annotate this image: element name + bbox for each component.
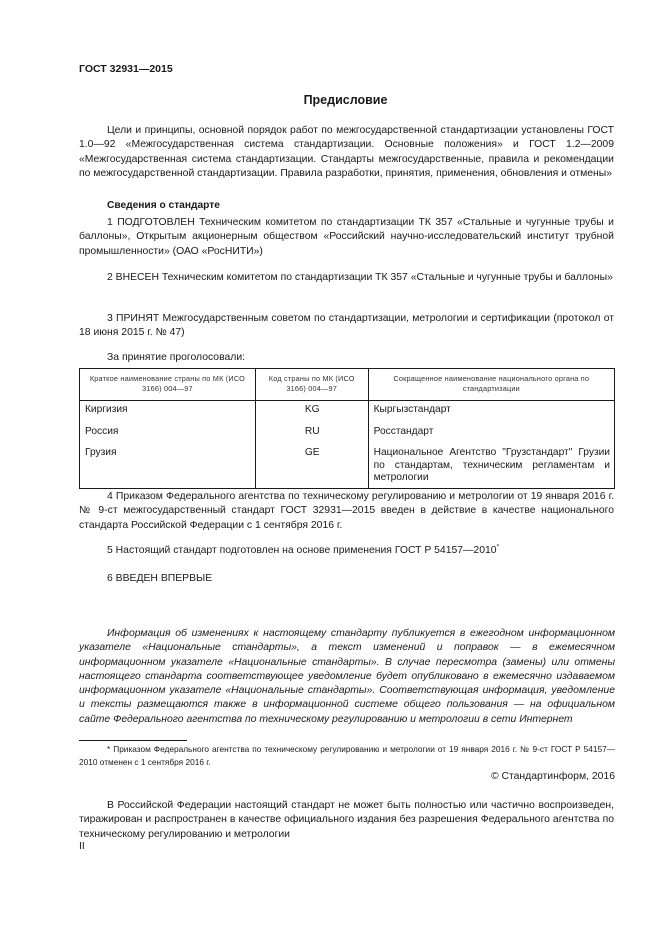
table-row <box>80 401 615 420</box>
footnote-mark: * <box>496 543 500 551</box>
item-enacted: 4 Приказом Федерального агентства по техническому регулированию и метрологии от 19 января 2016 г. № 9-ст межгосударственный стандарт ГОСТ 32931—2015 введен в действие в качестве национального стандарта Российской Федерации с 1 сентября 2016 г. <box>79 491 614 531</box>
document-code-header: ГОСТ 32931—2015 <box>79 63 173 75</box>
vote-table <box>79 368 615 489</box>
rights-notice: В Российской Федерации настоящий стандарт не может быть полностью или частично воспроизведен, тиражирован и распространен в качестве официального издания без разрешения Федерального агентства по техническому регулированию и метрологии <box>79 800 614 840</box>
footnote-mark: * <box>107 744 111 754</box>
copyright-notice: © Стандартинформ, 2016 <box>490 771 615 782</box>
voted-label: За принятие проголосовали: <box>107 352 246 363</box>
footnote-text: Приказом Федерального агентства по техническому регулированию и метрологии от 19 января 2016 г. № 9-ст ГОСТ Р 54157—2010 отменен с 1 сентября 2016 г. <box>79 744 616 767</box>
item-adopted: 3 ПРИНЯТ Межгосударственным советом по стандартизации, метрологии и сертификации (протокол от 18 июня 2015 г. № 47) <box>79 313 614 339</box>
code-cell: GE <box>255 441 368 488</box>
table-row <box>80 420 615 442</box>
footnote-divider <box>79 740 187 741</box>
item-submitted: 2 ВНЕСЕН Техническим комитетом по стандартизации ТК 357 «Стальные и чугунные трубы и баллоны» <box>107 272 613 283</box>
item-introduced: 6 ВВЕДЕН ВПЕРВЫЕ <box>107 573 213 584</box>
intro-paragraph: Цели и принципы, основной порядок работ по межгосударственной стандартизации установлены ГОСТ 1.0—92 «Межгосударственная система стандартизации. Основные положения» и ГОСТ 1.2—2009 «Межгосударственная система стандартизации. Стандарты межгосударственные, правила и рекомендации по межгосударственной стандартизации. Правила разработки, принятия, применения, обновления и отмены» <box>79 125 614 179</box>
standard-info-heading: Сведения о стандарте <box>107 200 220 211</box>
page-title: Предисловие <box>303 93 388 107</box>
item-based-on-text: 5 Настоящий стандарт подготовлен на основе применения ГОСТ Р 54157—2010 <box>107 545 497 556</box>
country-cell: Киргизия <box>80 401 256 420</box>
footnote <box>79 743 615 768</box>
column-header-code: Код страны по МК (ИСО 3166) 004—97 <box>255 369 368 401</box>
org-cell: Росстандарт <box>368 420 614 442</box>
column-header-org: Сокращенное наименование национального органа по стандартизации <box>368 369 614 401</box>
column-header-country: Краткое наименование страны по МК (ИСО 3166) 004—97 <box>80 369 256 401</box>
org-cell: Национальное Агентство "Грузстандарт" Грузии по стандартам, техническим регламентам и метрологии <box>368 441 614 488</box>
org-cell: Кыргызстандарт <box>368 401 614 420</box>
country-cell: Грузия <box>80 441 256 488</box>
vote-table-header <box>80 369 615 401</box>
page-number: II <box>79 841 85 852</box>
code-cell: RU <box>255 420 368 442</box>
item-prepared: 1 ПОДГОТОВЛЕН Техническим комитетом по стандартизации ТК 357 «Стальные и чугунные трубы и баллоны», Открытым акционерным обществом «Российский научно-исследовательский институт трубной промышленности» (ОАО «РосНИТИ») <box>79 217 614 257</box>
item-based-on <box>79 544 614 558</box>
country-cell: Россия <box>80 420 256 442</box>
table-row <box>80 441 615 488</box>
changes-info-notice: Информация об изменениях к настоящему стандарту публикуется в ежегодном информационном указателе «Национальные стандарты», а текст изменений и поправок — в ежемесячном информационном указателе «Национальные стандарты». В случае пересмотра (замены) или отмены настоящего стандарта соответствующее уведомление будет опубликовано в ежемесячно издаваемом информационном указателе «Национальные стандарты». Соответствующая информация, уведомление и тексты размещаются также в информационной системе общего пользования — на официальном сайте Федерального агентства по техническому регулированию и метрологии в сети Интернет <box>79 628 615 725</box>
code-cell: KG <box>255 401 368 420</box>
